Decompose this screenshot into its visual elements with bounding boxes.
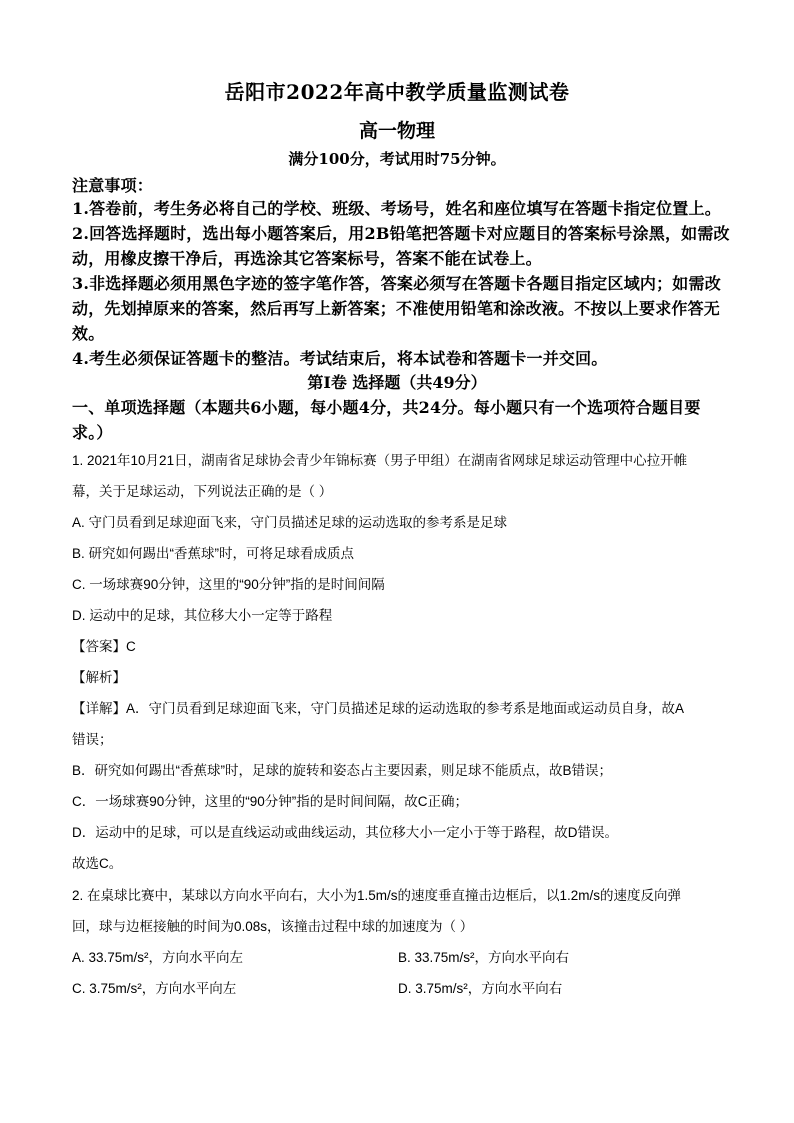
notice-item-2-line-1: 2.回答选择题时，选出每小题答案后，用2B铅笔把答题卡对应题目的答案标号涂黑，如需改 [72, 224, 730, 243]
q1-detail-line-2: 错误； [72, 732, 113, 747]
q1-option-a: A. 守门员看到足球迎面飞来，守门员描述足球的运动选取的参考系是足球 [72, 515, 508, 530]
q2-stem-line-1: 2. 在桌球比赛中，某球以方向水平向右，大小为1.5m/s的速度垂直撞击边框后，以1.2m/s的速度反向弹 [72, 888, 682, 903]
notice-item-1: 1.答卷前，考生务必将自己的学校、班级、考场号，姓名和座位填写在答题卡指定位置上。 [72, 199, 721, 218]
q2-option-b: B. 33.75m/s²，方向水平向右 [398, 950, 570, 965]
q1-stem-line-1: 1. 2021年10月21日，湖南省足球协会青少年锦标赛（男子甲组）在湖南省网球足球运动管理中心拉开帷 [72, 453, 688, 468]
section-heading-line-1: 一、单项选择题（本题共6小题，每小题4分，共24分。每小题只有一个选项符合题目要 [72, 398, 701, 417]
q1-answer: 【答案】C [72, 639, 136, 654]
part-title: 第Ⅰ卷 选择题（共49分） [307, 373, 487, 392]
q2-option-c: C. 3.75m/s²，方向水平向左 [72, 981, 237, 996]
q1-detail-line-5: D．运动中的足球，可以是直线运动或曲线运动，其位移大小一定小于等于路程，故D错误。 [72, 825, 618, 840]
section-heading-line-2: 求。） [72, 423, 113, 442]
exam-title: 岳阳市2022年高中教学质量监测试卷 [224, 80, 570, 104]
notice-item-3-line-3: 效。 [72, 324, 105, 343]
q1-stem-line-2: 幕，关于足球运动，下列说法正确的是（ ） [72, 484, 333, 499]
q1-analysis-label: 【解析】 [72, 670, 126, 685]
notice-item-3-line-2: 动，先划掉原来的答案，然后再写上新答案；不准使用铅笔和涂改液。不按以上要求作答无 [72, 299, 721, 318]
q1-detail-line-1: 【详解】A．守门员看到足球迎面飞来，守门员描述足球的运动选取的参考系是地面或运动员自身，故A [72, 701, 685, 716]
q1-option-d: D. 运动中的足球，其位移大小一定等于路程 [72, 608, 333, 623]
q2-option-d: D. 3.75m/s²，方向水平向右 [398, 981, 563, 996]
q1-option-c: C. 一场球赛90分钟，这里的“90分钟”指的是时间间隔 [72, 577, 385, 592]
q1-detail-line-3: B．研究如何踢出“香蕉球”时，足球的旋转和姿态占主要因素，则足球不能质点，故B错误； [72, 763, 612, 778]
q1-option-b: B. 研究如何踢出“香蕉球”时，可将足球看成质点 [72, 546, 354, 561]
q2-stem-line-2: 回，球与边框接触的时间为0.08s，该撞击过程中球的加速度为（ ） [72, 919, 474, 934]
q1-conclusion: 故选C。 [72, 856, 123, 871]
exam-subject: 高一物理 [358, 120, 435, 142]
notice-heading: 注意事项： [72, 176, 154, 195]
q2-option-a: A. 33.75m/s²，方向水平向左 [72, 950, 244, 965]
score-info: 满分100分，考试用时75分钟。 [288, 150, 506, 168]
notice-item-4: 4.考生必须保证答题卡的整洁。考试结束后，将本试卷和答题卡一并交回。 [72, 349, 608, 368]
notice-item-2-line-2: 动，用橡皮擦干净后，再选涂其它答案标号，答案不能在试卷上。 [72, 249, 542, 268]
notice-item-3-line-1: 3.非选择题必须用黑色字迹的签字笔作答，答案必须写在答题卡各题目指定区域内；如需改 [72, 274, 721, 293]
q1-detail-line-4: C．一场球赛90分钟，这里的“90分钟”指的是时间间隔，故C正确； [72, 794, 469, 809]
